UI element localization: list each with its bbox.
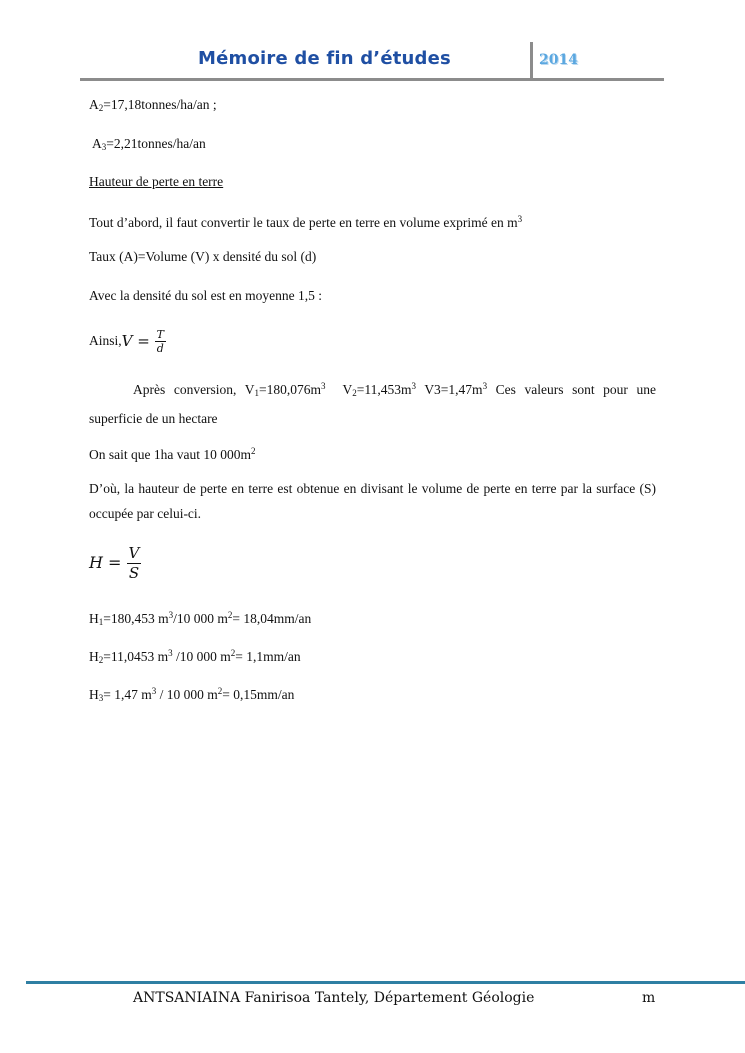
h2-sup2: 2	[230, 648, 236, 658]
a2-sub: 2	[98, 103, 104, 113]
hectare-sup: 2	[250, 446, 256, 456]
h1-surface: /10 000 m	[173, 611, 228, 626]
ainsi-label: Ainsi,	[89, 333, 122, 348]
header-title: Mémoire de fin d’études	[198, 48, 451, 69]
h-formula-numerator: V	[128, 543, 140, 562]
v-formula-lhs: V	[121, 332, 133, 350]
footer-page-number: m	[642, 990, 656, 1006]
h3-sup1: 3	[151, 686, 157, 696]
section-heading: Hauteur de perte en terre	[89, 174, 224, 189]
h2-line	[89, 644, 301, 669]
h-formula-denominator: S	[128, 563, 140, 582]
convert-sentence	[89, 210, 522, 232]
h3-line	[89, 682, 294, 707]
h1-sup2: 2	[227, 610, 233, 620]
h3-label: H	[89, 687, 99, 702]
h-formula-eq: =	[102, 553, 127, 572]
a3-line	[92, 135, 206, 156]
h3-volume: = 1,47 m	[103, 687, 152, 702]
h3-result: = 0,15mm/an	[222, 687, 295, 702]
density-sentence: Avec la densité du sol est en moyenne 1,5 :	[89, 288, 322, 303]
h-formula-fraction	[127, 544, 142, 583]
h1-label: H	[89, 611, 99, 626]
header-separator	[530, 42, 533, 78]
taux-formula: Taux (A)=Volume (V) x densité du sol (d)	[89, 249, 317, 264]
v-formula-fraction	[155, 328, 166, 355]
header-year: 2014	[539, 52, 578, 68]
v-formula-eq: =	[132, 332, 155, 350]
h3-sub: 3	[98, 693, 104, 703]
v-formula-denominator: d	[156, 341, 164, 355]
h1-line	[89, 606, 311, 631]
h2-sup1: 3	[168, 648, 173, 658]
h2-surface: /10 000 m	[172, 649, 231, 664]
h-formula-lhs: H	[89, 553, 103, 572]
conversion-paragraph	[89, 374, 656, 431]
conversion-tail: Ces valeurs sont pour une superficie de un hectare	[89, 382, 656, 426]
hectare-sentence	[89, 442, 255, 464]
h3-surface: / 10 000 m	[156, 687, 218, 702]
v2-label: V	[342, 382, 353, 397]
v3-value: V3=1,47m	[424, 382, 483, 397]
hectare-text: On sait que 1ha vaut 10 000m	[89, 447, 251, 462]
a3-prefix: A	[92, 136, 102, 151]
ainsi-formula-line	[89, 324, 166, 358]
h3-sup2: 2	[217, 686, 223, 696]
a2-line	[89, 96, 217, 117]
v1-value: =180,076m	[259, 382, 322, 397]
h1-sup1: 3	[168, 610, 174, 620]
h2-volume: =11,0453 m	[103, 649, 169, 664]
a3-value: =2,21tonnes/ha/an	[106, 136, 206, 151]
v2-sup: 3	[411, 381, 416, 391]
h2-result: = 1,1mm/an	[235, 649, 301, 664]
dou-paragraph: D’où, la hauteur de perte en terre est obtenue en divisant le volume de perte en terre par la surface (S) occupée par celui-ci.	[89, 481, 656, 521]
a2-prefix: A	[89, 97, 99, 112]
convert-text: Tout d’abord, il faut convertir le taux de perte en terre en volume exprimé en m	[89, 215, 518, 230]
footer-rule	[26, 981, 745, 984]
v-formula-numerator: T	[156, 327, 164, 341]
h2-sub: 2	[98, 655, 104, 665]
a3-sub: 3	[101, 142, 107, 152]
h2-label: H	[89, 649, 99, 664]
page-header	[80, 40, 664, 81]
v1-sup: 3	[321, 381, 326, 391]
v2-sub: 2	[352, 388, 357, 398]
conversion-lead: Après conversion, V	[133, 382, 255, 397]
a2-value: =17,18tonnes/ha/an ;	[103, 97, 217, 112]
h1-result: = 18,04mm/an	[232, 611, 312, 626]
h1-sub: 1	[98, 617, 104, 627]
h1-volume: =180,453 m	[103, 611, 169, 626]
v3-sup: 3	[482, 381, 488, 391]
v2-value: =11,453m	[356, 382, 412, 397]
v1-sub: 1	[254, 388, 260, 398]
footer-author: ANTSANIAINA Fanirisoa Tantely, Département Géologie	[133, 990, 535, 1006]
convert-sup: 3	[517, 214, 523, 224]
h-formula-line	[89, 540, 141, 586]
